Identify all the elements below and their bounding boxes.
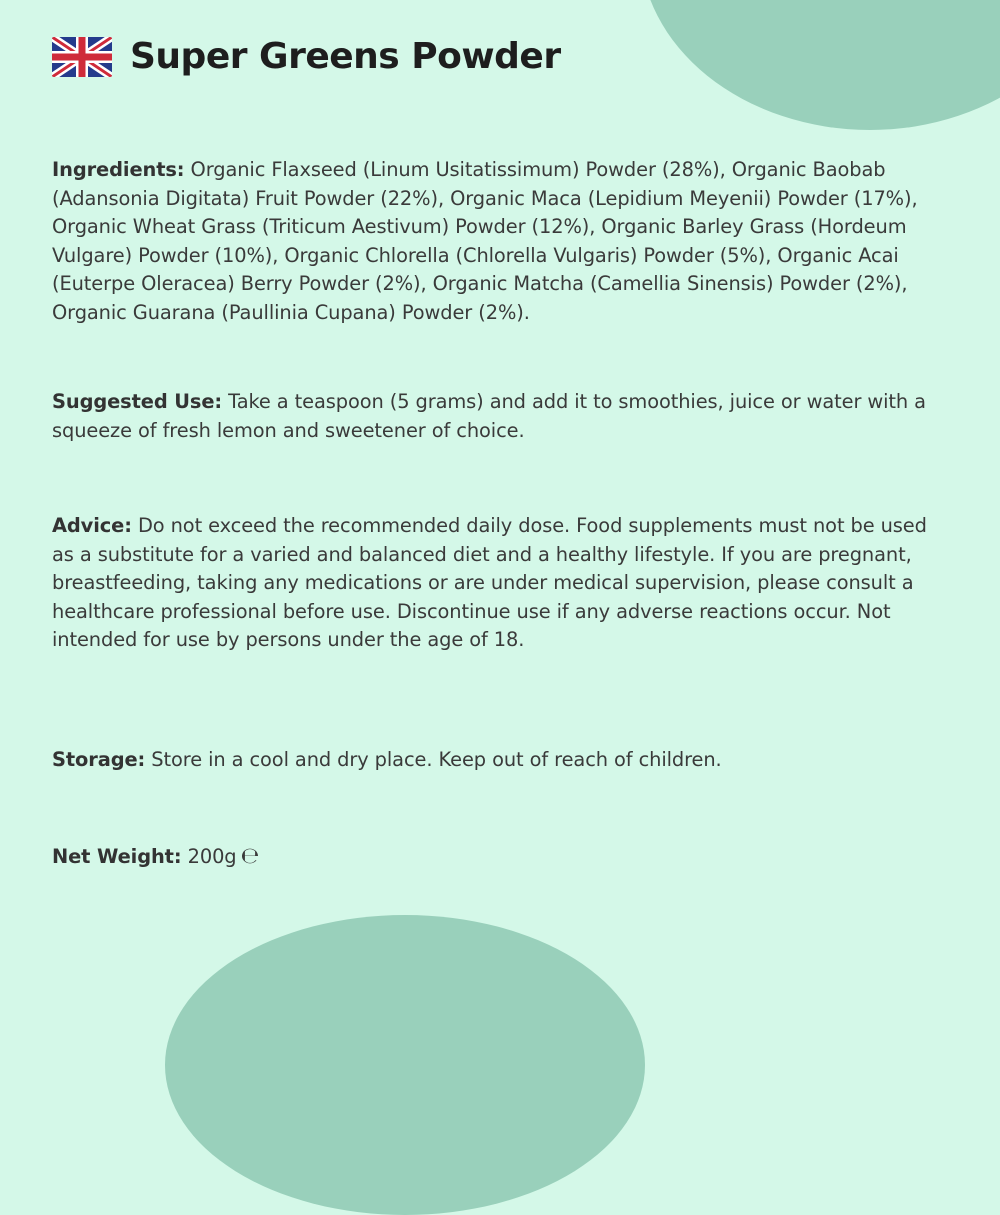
net-weight-label: Net Weight: [52,845,182,868]
net-weight-section [52,843,952,872]
decorative-bottom-blob [165,915,645,1215]
advice-section [52,512,952,655]
suggested-use-section [52,388,952,445]
storage-section [52,746,952,775]
suggested-use-label: Suggested Use: [52,390,223,413]
storage-label: Storage: [52,748,146,771]
page-header [52,36,561,77]
ingredients-label: Ingredients: [52,158,185,181]
ingredients-text: Organic Flaxseed (Linum Usitatissimum) Powder (28%), Organic Baobab (Adansonia Digitata) Fruit Powder (22%), Organic Maca (Lepidium Meyenii) Powder (17%), Organic Wheat Grass (Triticum Aestivum) Powder (12%), Organic Barley Grass (Hordeum Vulgare) Powder (10%), Organic Chlorella (Chlorella Vulgaris) Powder (5%), Organic Acai (Euterpe Oleracea) Berry Powder (2%), Organic Matcha (Camellia Sinensis) Powder (2%), Organic Guarana (Paullinia Cupana) Powder (2%). [52,158,918,324]
decorative-top-blob [640,0,1000,130]
estimated-sign-icon: ℮ [240,844,260,869]
ingredients-section [52,156,952,327]
advice-label: Advice: [52,514,132,537]
suggested-use-text: Take a teaspoon (5 grams) and add it to smoothies, juice or water with a squeeze of fresh lemon and sweetener of choice. [52,390,926,442]
page-title: Super Greens Powder [130,36,561,77]
net-weight-value: 200g [187,845,237,868]
storage-text: Store in a cool and dry place. Keep out of reach of children. [151,748,722,771]
uk-flag-icon [52,37,112,77]
advice-text: Do not exceed the recommended daily dose. Food supplements must not be used as a substitute for a varied and balanced diet and a healthy lifestyle. If you are pregnant, breastfeeding, taking any medications or are under medical supervision, please consult a healthcare professional before use. Discontinue use if any adverse reactions occur. Not intended for use by persons under the age of 18. [52,514,927,651]
